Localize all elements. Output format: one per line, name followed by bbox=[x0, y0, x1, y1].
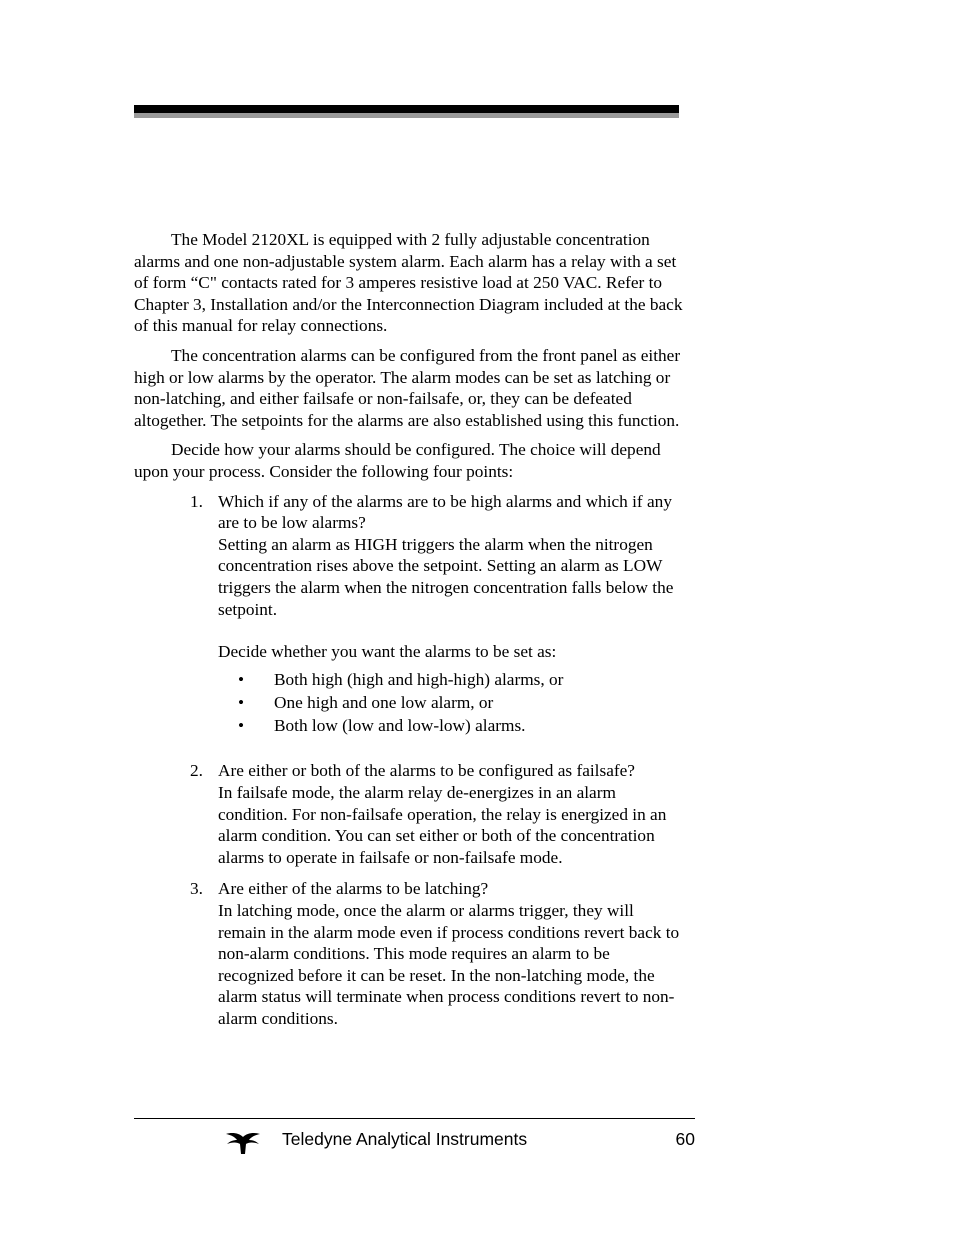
item-explanation: In failsafe mode, the alarm relay de-energizes in an alarm condition. For non-failsafe operation, the relay is energized in an alarm condition. You can set either or both of the concentration alarms to operate in failsafe or non-failsafe mode. bbox=[218, 783, 667, 867]
page-number: 60 bbox=[675, 1129, 695, 1149]
bullet-text: One high and one low alarm, or bbox=[274, 692, 494, 712]
list-item bbox=[134, 491, 686, 737]
item-question: Which if any of the alarms are to be high alarms and which if any are to be low alarms? bbox=[218, 491, 672, 533]
list-number: 2. bbox=[190, 761, 203, 781]
teledyne-logo-icon bbox=[224, 1129, 262, 1155]
bullet-icon: • bbox=[238, 669, 245, 689]
bullet-icon: • bbox=[238, 692, 245, 712]
considerations-list bbox=[134, 491, 686, 1030]
footer-company: Teledyne Analytical Instruments bbox=[282, 1129, 528, 1149]
body-text bbox=[134, 229, 686, 1030]
bullet-text: Both high (high and high-high) alarms, or bbox=[274, 669, 564, 689]
bullet-item bbox=[218, 669, 686, 691]
item-explanation: Setting an alarm as HIGH triggers the alarm when the nitrogen concentration rises above the setpoint. Setting an alarm as LOW triggers the alarm when the nitrogen concentration falls below the setpoint. bbox=[218, 534, 674, 619]
intro-paragraph: The Model 2120XL is equipped with 2 fully adjustable concentration alarms and one non-adjustable system alarm. Each alarm has a relay with a set of form “C" contacts rated for 3 amperes resistive load at 250 VAC. Refer to Chapter 3, Installation and/or the Interconnection Diagram included at the back of this manual for relay connections. bbox=[134, 230, 683, 336]
intro-paragraph: The concentration alarms can be configured from the front panel as either high or low alarms by the operator. The alarm modes can be set as latching or non-latching, and either failsafe or non-failsafe, or, they can be defeated altogether. The setpoints for the alarms are also established using this function. bbox=[134, 345, 681, 430]
bullet-item bbox=[218, 715, 686, 737]
footer-rule bbox=[134, 1118, 695, 1119]
header-rule-shadow bbox=[134, 113, 679, 118]
intro-paragraph: Decide how your alarms should be configured. The choice will depend upon your process. Consider the following four points: bbox=[134, 440, 661, 481]
bullet-icon: • bbox=[238, 715, 245, 735]
item-question: Are either of the alarms to be latching? bbox=[218, 879, 489, 899]
header-rule bbox=[134, 105, 679, 113]
bullet-item bbox=[218, 692, 686, 714]
list-item bbox=[134, 878, 686, 1029]
item-explanation: In latching mode, once the alarm or alarms trigger, they will remain in the alarm mode even if process conditions revert back to non-alarm conditions. This mode requires an alarm to be recognized before it can be reset. In the non-latching mode, the alarm status will terminate when process conditions revert to non- alarm conditions. bbox=[218, 901, 680, 1028]
list-item bbox=[134, 760, 686, 868]
list-number: 3. bbox=[190, 879, 203, 899]
item-subprompt: Decide whether you want the alarms to be set as: bbox=[218, 642, 557, 662]
item-question: Are either or both of the alarms to be configured as failsafe? bbox=[218, 761, 635, 781]
alarm-options-list bbox=[218, 669, 686, 737]
bullet-text: Both low (low and low-low) alarms. bbox=[274, 715, 526, 735]
list-number: 1. bbox=[190, 491, 203, 511]
